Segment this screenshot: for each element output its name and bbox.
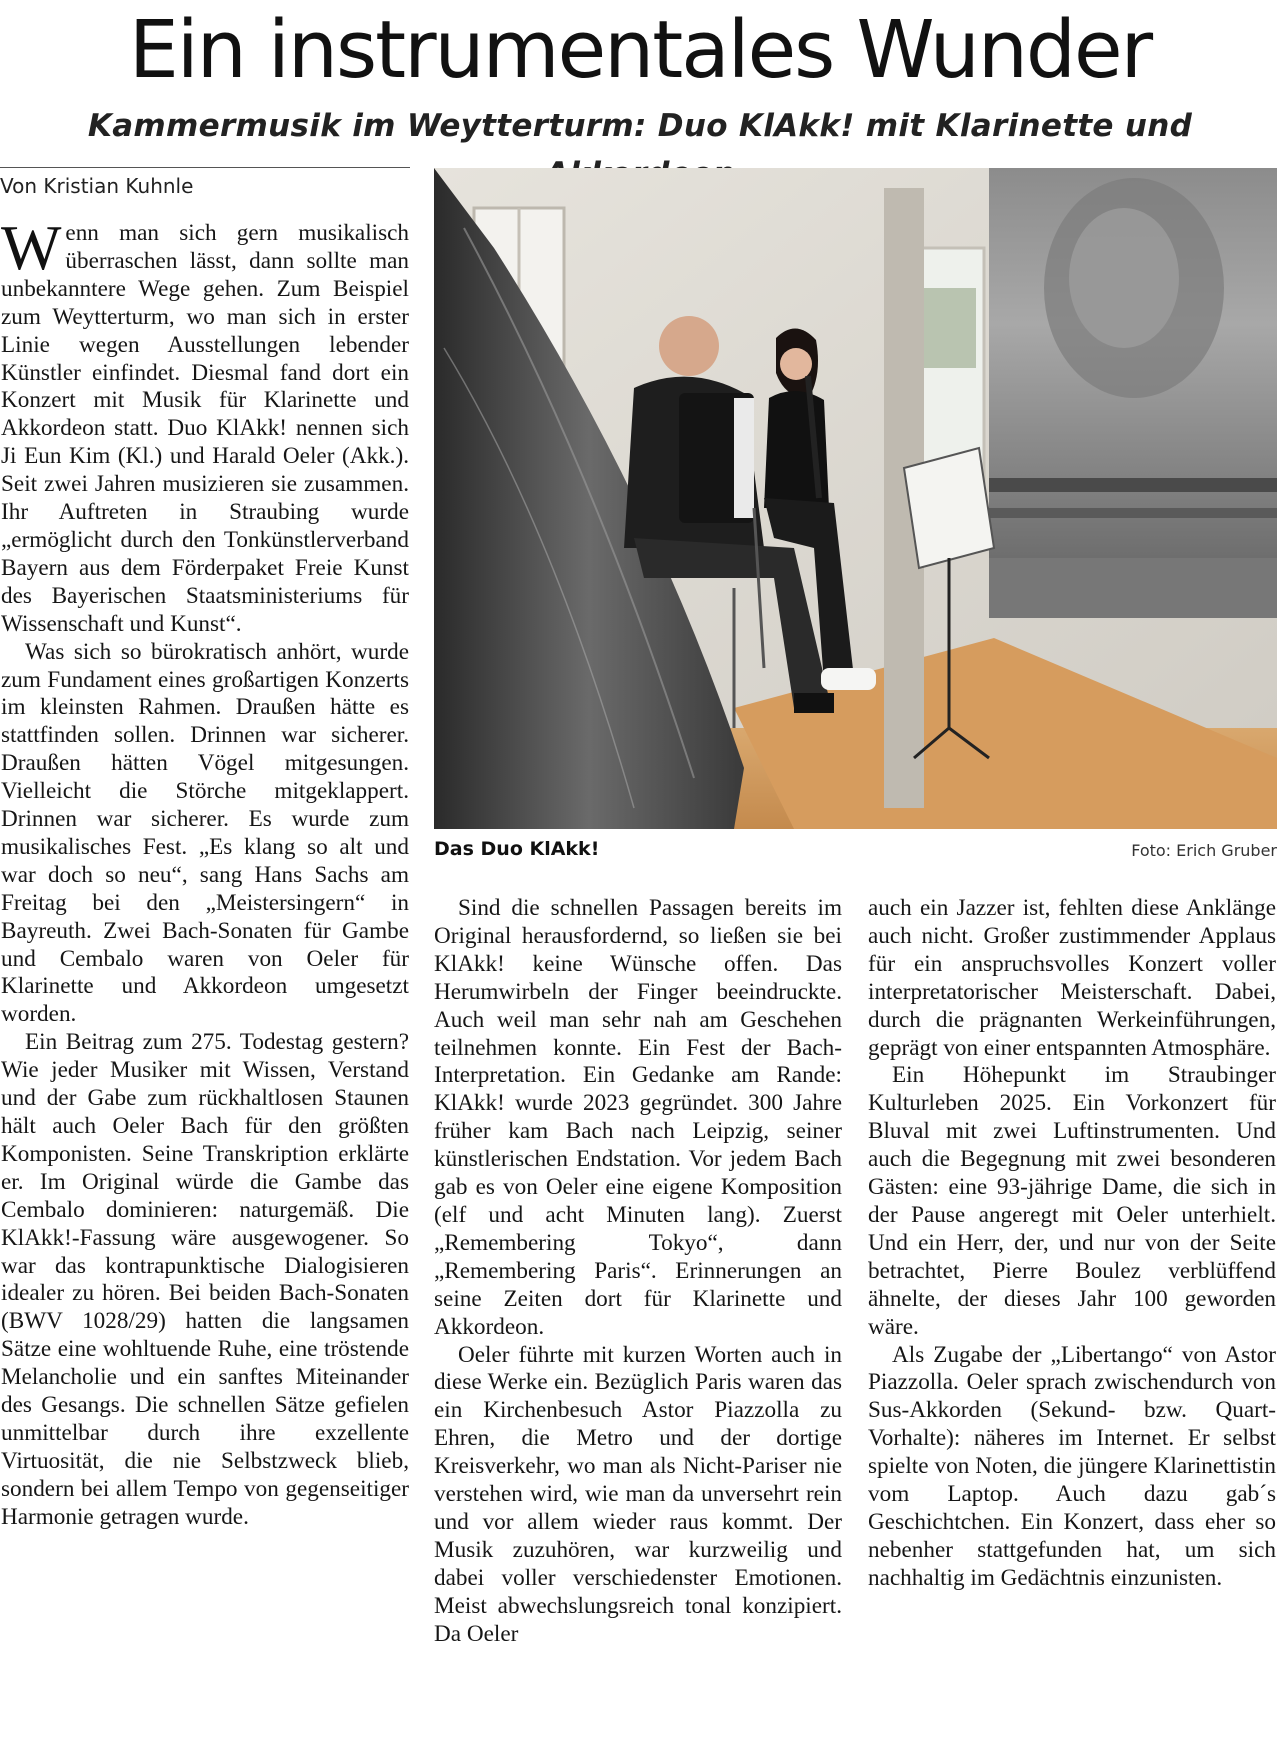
- article-paragraph: Was sich so bürokratisch anhört, wurde zum Fundament eines großartigen Konzerts im kleinsten Rahmen. Draußen hätte es stattfinden sollen. Drinnen war sicherer. Draußen hätten Vögel mitgesungen. Vielleicht die Störche mitgeklappert. Drinnen war sicherer. Es wurde zum musikalisches Fest. „Es klang so alt und war doch so neu“, sang Hans Sachs am Freitag bei den „Meistersingern“ in Bayreuth. Zwei Bach-Sonaten für Gambe und Cembalo waren von Oeler für Klarinette und Akkordeon umgesetzt worden.: [1, 638, 409, 1028]
- article-column-1: [1, 212, 409, 1532]
- article-column-2: [434, 895, 842, 1648]
- article-column-3: [868, 895, 1276, 1593]
- photo-credit: Foto: Erich Gruber: [1131, 841, 1277, 860]
- article-paragraph: auch ein Jazzer ist, fehlten diese Anklänge auch nicht. Großer zustimmender Applaus für ein anspruchsvolles Konzert voller interpretatorischer Meisterschaft. Dabei, durch die prägnanten Werkeinführungen, geprägt von einer entspannten Atmosphäre.: [868, 895, 1276, 1061]
- article-paragraph: Oeler führte mit kurzen Worten auch in diese Werke ein. Bezüglich Paris waren das ein Kirchenbesuch Astor Piazzolla zu Ehren, die Metro und der dortige Kreisverkehr, wo man als Nicht-Pariser nie verstehen wird, wie man da unversehrt rein und vor allem wieder raus kommt. Der Musik zuzuhören, war kurzweilig und dabei voller verschiedenster Emotionen. Meist abwechslungsreich tonal konzipiert. Da Oeler: [434, 1341, 842, 1647]
- article-paragraph: [1, 212, 409, 639]
- dropcap: W: [1, 212, 62, 283]
- caption-text: Das Duo KlAkk!: [434, 838, 600, 860]
- article-paragraph: Sind die schnellen Passagen bereits im Original herausfordernd, so ließen sie bei KlAkk! keine Wünsche offen. Das Herumwirbeln der Finger beeindruckte. Auch weil man sehr nah am Geschehen teilnehmen konnte. Ein Fest der Bach-Interpretation. Ein Gedanke am Rande: KlAkk! wurde 2023 gegründet. 300 Jahre früher kam Bach nach Leipzig, seiner künstlerischen Endstation. Vor jedem Bach gab es von Oeler eine eigene Komposition (elf und acht Minuten lang). Zuerst „Remembering Tokyo“, dann „Remembering Paris“. Erinnerungen an seine Zeiten dort für Klarinette und Akkordeon.: [434, 895, 842, 1340]
- concert-photo: [434, 168, 1277, 829]
- headline: Ein instrumentales Wunder: [128, 4, 1152, 96]
- article-paragraph: Als Zugabe der „Libertango“ von Astor Piazzolla. Oeler sprach zwischendurch von Sus-Akkorden (Sekund- bzw. Quart-Vorhalte): näheres im Internet. Er selbst spielte von Noten, die jüngere Klarinettistin vom Laptop. Auch dazu gab´s Geschichtchen. Ein Konzert, dass eher so nebenher stattgefunden hat, um sich nachhaltig im Gedächtnis einzunisten.: [868, 1341, 1276, 1591]
- article-paragraph: Ein Beitrag zum 275. Todestag gestern? Wie jeder Musiker mit Wissen, Verstand und der Gabe zum rückhaltlosen Staunen hält auch Oeler Bach für den größten Komponisten. Seine Transkription erklärte er. Im Original würde die Gambe das Cembalo dominieren: naturgemäß. Die KlAkk!-Fassung wäre ausgewogener. So war das kontrapunktische Dialogisieren idealer zu hören. Bei beiden Bach-Sonaten (BWV 1028/29) hatten die langsamen Sätze eine wohltuende Ruhe, eine tröstende Melancholie und ein sanftes Miteinander des Gesangs. Die schnellen Sätze gefielen unmittelbar durch ihre exzellente Virtuosität, die nie Selbstzweck blieb, sondern bei allem Tempo von gegenseitiger Harmonie getragen wurde.: [1, 1029, 409, 1530]
- photo-caption: [434, 838, 1277, 868]
- byline-rule: [0, 167, 410, 168]
- article-paragraph: Ein Höhepunkt im Straubinger Kulturleben 2025. Ein Vorkonzert für Bluval mit zwei Luftinstrumenten. Und auch die Begegnung mit zwei besonderen Gästen: eine 93-jährige Dame, die sich in der Pause angeregt mit Oeler unterhielt. Und ein Herr, der, und nur von der Seite betrachtet, Pierre Boulez verblüffend ähnelte, der dieses Jahr 100 geworden wäre.: [868, 1062, 1276, 1340]
- subheadline: Kammermusik im Weytterturm: Duo KlAkk! mit Klarinette und: [87, 108, 1193, 144]
- byline: Von Kristian Kuhnle: [0, 174, 194, 198]
- paragraph-text: enn man sich gern musikalisch überraschen lässt, dann sollte man unbekanntere Wege gehen. Zum Beispiel zum Weytterturm, wo man sich in erster Linie wegen Ausstellungen lebender Künstler einfindet. Diesmal fand dort ein Konzert mit Musik für Klarinette und Akkordeon statt. Duo KlAkk! nennen sich Ji Eun Kim (Kl.) und Harald Oeler (Akk.). Seit zwei Jahren musizieren sie zusammen. Ihr Auftreten in Straubing wurde „ermöglicht durch den Tonkünstlerverband Bayern aus dem Förderpaket Freie Kunst des Bayerischen Staatsministeriums für Wissenschaft und Kunst“.: [1, 220, 409, 637]
